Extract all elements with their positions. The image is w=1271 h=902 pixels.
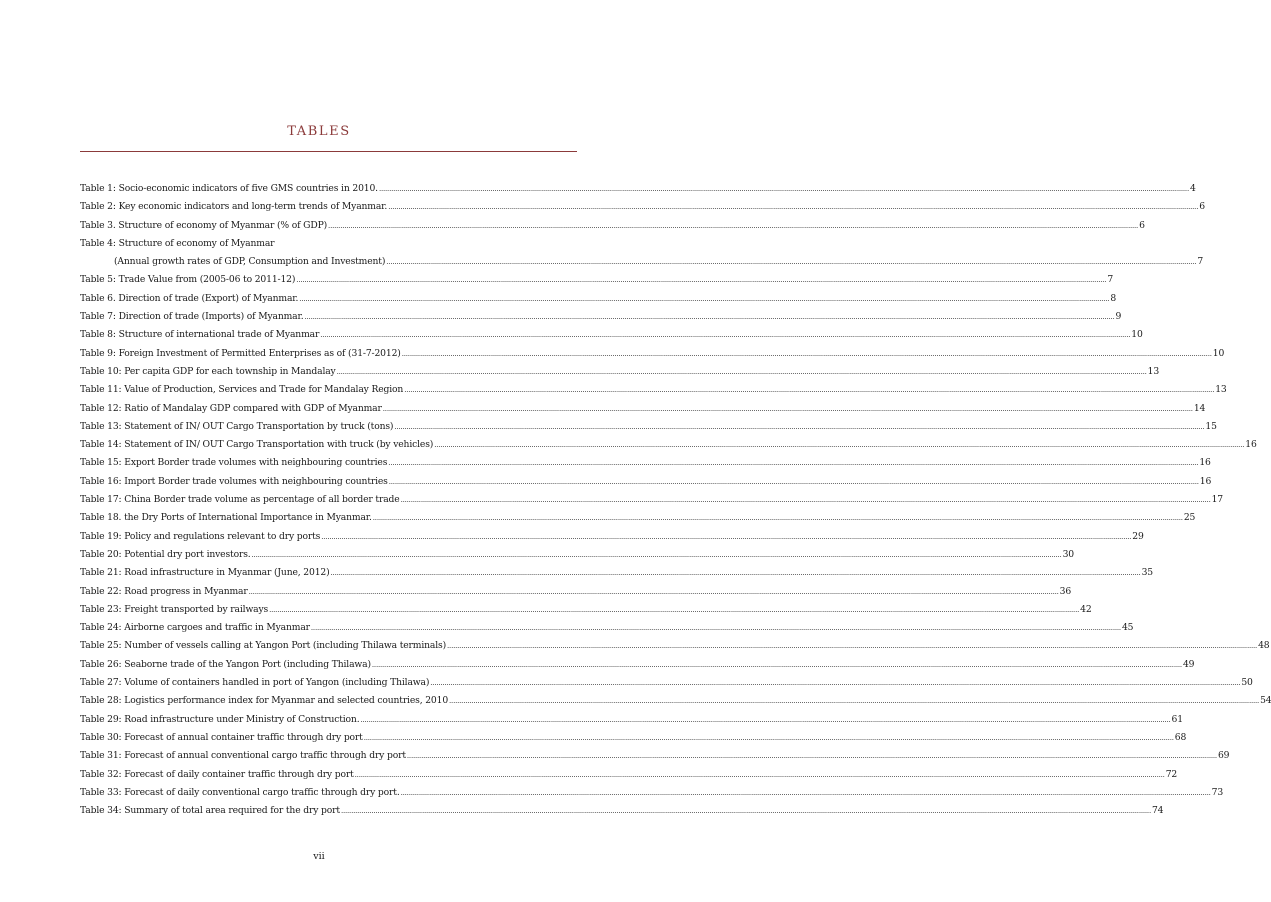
toc-entry-row[interactable] bbox=[80, 292, 1117, 311]
toc-entry-row[interactable] bbox=[80, 768, 1178, 787]
toc-entry-row[interactable] bbox=[80, 274, 1114, 292]
toc-entry-page: 61 bbox=[1171, 713, 1183, 725]
toc-entry-title: Table 28: Logistics performance index for Myanmar and selected countries, 2010 bbox=[80, 695, 449, 707]
toc-entry[interactable] bbox=[80, 512, 1196, 530]
toc-entry-row[interactable] bbox=[80, 256, 1204, 274]
dot-leader: ................................................................................................................................................................................................................................................................................................................................................................................................................ bbox=[400, 496, 1211, 505]
toc-entry-row[interactable] bbox=[80, 622, 1134, 640]
toc-entry-title: Table 34: Summary of total area required for the dry port bbox=[80, 805, 340, 817]
toc-entry[interactable] bbox=[80, 805, 1164, 823]
toc-entry-page: 6 bbox=[1199, 201, 1205, 213]
dot-leader: ................................................................................................................................................................................................................................................................................................................................................................................................................ bbox=[304, 313, 1115, 322]
toc-entry-title: Table 27: Volume of containers handled in port of Yangon (including Thilawa) bbox=[80, 677, 430, 689]
toc-entry-page: 14 bbox=[1193, 402, 1206, 414]
toc-entry-row[interactable] bbox=[80, 548, 1074, 567]
toc-entry-page: 16 bbox=[1199, 475, 1212, 487]
toc-entry-page: 48 bbox=[1258, 640, 1270, 652]
toc-entry-row[interactable] bbox=[80, 530, 1144, 549]
dot-leader: ................................................................................................................................................................................................................................................................................................................................................................................................................ bbox=[248, 587, 1059, 596]
toc-entry-page: 13 bbox=[1215, 384, 1227, 396]
toc-entry-row[interactable] bbox=[80, 512, 1196, 530]
toc-entry-page: 68 bbox=[1174, 731, 1187, 743]
toc-entry-row[interactable] bbox=[80, 695, 1271, 713]
toc-entry[interactable] bbox=[80, 365, 1160, 384]
dot-leader: ................................................................................................................................................................................................................................................................................................................................................................................................................ bbox=[296, 276, 1107, 285]
toc-entry-title: Table 21: Road infrastructure in Myanmar (June, 2012) bbox=[80, 567, 330, 579]
toc-entry-title: Table 24: Airborne cargoes and traffic in Myanmar bbox=[80, 622, 310, 634]
dot-leader: ................................................................................................................................................................................................................................................................................................................................................................................................................ bbox=[406, 752, 1217, 761]
toc-entry-row[interactable] bbox=[80, 585, 1072, 604]
toc-entry[interactable] bbox=[80, 329, 1143, 347]
toc-entry-row[interactable] bbox=[80, 567, 1153, 585]
toc-entry[interactable] bbox=[80, 347, 1225, 366]
toc-entry-title: Table 30: Forecast of annual container traffic through dry port bbox=[80, 731, 363, 743]
toc-entry-page: 6 bbox=[1139, 219, 1145, 231]
toc-entry[interactable] bbox=[80, 786, 1224, 805]
toc-entry-page: 29 bbox=[1132, 530, 1144, 542]
page-heading: TABLES bbox=[287, 124, 351, 139]
toc-entry[interactable] bbox=[80, 695, 1271, 713]
toc-entry[interactable] bbox=[80, 750, 1230, 768]
dot-leader: ................................................................................................................................................................................................................................................................................................................................................................................................................ bbox=[330, 569, 1141, 578]
toc-entry-title: Table 18. the Dry Ports of International Importance in Myanmar. bbox=[80, 512, 372, 524]
dot-leader: ................................................................................................................................................................................................................................................................................................................................................................................................................ bbox=[400, 788, 1211, 797]
toc-entry-row[interactable] bbox=[80, 658, 1195, 677]
toc-entry-title: Table 31: Forecast of annual conventional cargo traffic through dry port bbox=[80, 750, 406, 762]
toc-entry-title: Table 26: Seaborne trade of the Yangon Port (including Thilawa) bbox=[80, 658, 371, 670]
toc-entry-row[interactable] bbox=[80, 420, 1217, 439]
toc-entry-page: 15 bbox=[1205, 420, 1217, 432]
toc-entry-row[interactable] bbox=[80, 384, 1227, 402]
toc-entry-title: Table 2: Key economic indicators and long-term trends of Myanmar. bbox=[80, 201, 388, 213]
dot-leader: ................................................................................................................................................................................................................................................................................................................................................................................................................ bbox=[386, 258, 1197, 267]
toc-entry-page: 73 bbox=[1211, 786, 1224, 798]
dot-leader: ................................................................................................................................................................................................................................................................................................................................................................................................................ bbox=[449, 697, 1260, 706]
toc-entry-title: Table 20: Potential dry port investors. bbox=[80, 548, 251, 560]
dot-leader: ................................................................................................................................................................................................................................................................................................................................................................................................................ bbox=[328, 221, 1139, 230]
dot-leader: ................................................................................................................................................................................................................................................................................................................................................................................................................ bbox=[447, 642, 1258, 651]
dot-leader: ................................................................................................................................................................................................................................................................................................................................................................................................................ bbox=[401, 349, 1212, 358]
toc-entry-title: Table 14: Statement of IN/ OUT Cargo Transportation with truck (by vehicles) bbox=[80, 439, 434, 451]
toc-entry-title: Table 13: Statement of IN/ OUT Cargo Transportation by truck (tons) bbox=[80, 420, 394, 432]
toc-entry[interactable] bbox=[80, 530, 1144, 549]
toc-entry-page: 36 bbox=[1059, 585, 1072, 597]
toc-entry-row[interactable] bbox=[80, 219, 1145, 238]
toc-entry-row[interactable] bbox=[80, 183, 1196, 201]
toc-entry-title: Table 17: China Border trade volume as percentage of all border trade bbox=[80, 494, 400, 506]
toc-entry[interactable] bbox=[80, 292, 1117, 311]
dot-leader: ................................................................................................................................................................................................................................................................................................................................................................................................................ bbox=[382, 404, 1193, 413]
toc-entry-title: Table 3. Structure of economy of Myanmar (% of GDP) bbox=[80, 219, 328, 231]
toc-entry-row[interactable] bbox=[80, 475, 1212, 494]
dot-leader: ................................................................................................................................................................................................................................................................................................................................................................................................................ bbox=[354, 770, 1165, 779]
toc-entry-title: Table 25: Number of vessels calling at Yangon Port (including Thilawa terminals) bbox=[80, 640, 447, 652]
dot-leader: ................................................................................................................................................................................................................................................................................................................................................................................................................ bbox=[430, 679, 1241, 688]
dot-leader: ................................................................................................................................................................................................................................................................................................................................................................................................................ bbox=[434, 441, 1245, 450]
dot-leader: ................................................................................................................................................................................................................................................................................................................................................................................................................ bbox=[336, 367, 1147, 376]
dot-leader: ................................................................................................................................................................................................................................................................................................................................................................................................................ bbox=[394, 422, 1205, 431]
toc-entry-row[interactable] bbox=[80, 402, 1206, 421]
toc-entry[interactable] bbox=[80, 494, 1224, 512]
toc-entry[interactable] bbox=[80, 585, 1072, 604]
toc-entry[interactable] bbox=[80, 658, 1195, 677]
toc-entry[interactable] bbox=[80, 420, 1217, 439]
dot-leader: ................................................................................................................................................................................................................................................................................................................................................................................................................ bbox=[404, 386, 1215, 395]
toc-entry-page: 74 bbox=[1151, 805, 1164, 817]
toc-entry-page: 16 bbox=[1199, 457, 1211, 469]
toc-entry-row[interactable] bbox=[80, 603, 1092, 622]
toc-entry[interactable] bbox=[80, 603, 1092, 622]
toc-entry-page: 8 bbox=[1110, 292, 1117, 304]
toc-entry-row[interactable] bbox=[80, 805, 1164, 823]
toc-entry-title: Table 12: Ratio of Mandalay GDP compared with GDP of Myanmar bbox=[80, 402, 382, 414]
dot-leader: ................................................................................................................................................................................................................................................................................................................................................................................................................ bbox=[371, 660, 1182, 669]
dot-leader: ................................................................................................................................................................................................................................................................................................................................................................................................................ bbox=[251, 550, 1062, 559]
dot-leader: ................................................................................................................................................................................................................................................................................................................................................................................................................ bbox=[388, 203, 1199, 212]
toc-entry[interactable] bbox=[80, 237, 1204, 275]
toc-entry[interactable] bbox=[80, 457, 1211, 475]
toc-entry-title: Table 10: Per capita GDP for each township in Mandalay bbox=[80, 365, 336, 377]
toc-entry-page: 72 bbox=[1165, 768, 1178, 780]
toc-entry[interactable] bbox=[80, 622, 1134, 640]
dot-leader: ................................................................................................................................................................................................................................................................................................................................................................................................................ bbox=[372, 514, 1183, 523]
toc-entry-title: (Annual growth rates of GDP, Consumption and Investment) bbox=[114, 256, 386, 268]
dot-leader: ................................................................................................................................................................................................................................................................................................................................................................................................................ bbox=[321, 532, 1132, 541]
toc-entry-row[interactable] bbox=[80, 365, 1160, 384]
dot-leader: ................................................................................................................................................................................................................................................................................................................................................................................................................ bbox=[310, 624, 1121, 633]
toc-entry-page: 10 bbox=[1131, 329, 1143, 341]
toc-entry-page: 35 bbox=[1141, 567, 1153, 579]
toc-entry[interactable] bbox=[80, 201, 1205, 219]
toc-entry[interactable] bbox=[80, 384, 1227, 402]
toc-entry-title: Table 29: Road infrastructure under Ministry of Construction. bbox=[80, 713, 360, 725]
toc-entry-row[interactable] bbox=[80, 311, 1122, 329]
toc-entry-title: Table 23: Freight transported by railways bbox=[80, 603, 269, 615]
toc-entry-page: 42 bbox=[1080, 603, 1092, 615]
toc-entry-page: 30 bbox=[1062, 548, 1074, 560]
toc-entry-title: Table 11: Value of Production, Services and Trade for Mandalay Region bbox=[80, 384, 404, 396]
toc-entry-title: Table 4: Structure of economy of Myanmar bbox=[80, 237, 275, 249]
toc-entry[interactable] bbox=[80, 713, 1183, 732]
toc-entry-title: Table 16: Import Border trade volumes with neighbouring countries bbox=[80, 475, 388, 487]
toc-entry-row[interactable] bbox=[80, 640, 1270, 658]
toc-entry-page: 16 bbox=[1245, 439, 1257, 451]
toc-entry-title: Table 22: Road progress in Myanmar bbox=[80, 585, 248, 597]
toc-entry-row[interactable] bbox=[80, 731, 1187, 750]
toc-entry-page: 7 bbox=[1197, 256, 1204, 268]
toc-entry-title: Table 8: Structure of international trade of Myanmar bbox=[80, 329, 320, 341]
toc-entry-page: 17 bbox=[1211, 494, 1224, 506]
toc-entry-page: 4 bbox=[1189, 183, 1196, 194]
toc-entry-title: Table 9: Foreign Investment of Permitted Enterprises as of (31-7-2012) bbox=[80, 347, 401, 359]
table-of-tables bbox=[80, 183, 1271, 823]
toc-entry[interactable] bbox=[80, 475, 1212, 494]
toc-entry-row[interactable] bbox=[80, 786, 1224, 805]
dot-leader: ................................................................................................................................................................................................................................................................................................................................................................................................................ bbox=[388, 477, 1199, 486]
dot-leader: ................................................................................................................................................................................................................................................................................................................................................................................................................ bbox=[320, 331, 1131, 340]
toc-entry-title: Table 5: Trade Value from (2005-06 to 2011-12) bbox=[80, 274, 296, 286]
toc-entry[interactable] bbox=[80, 311, 1122, 329]
toc-entry-page: 13 bbox=[1147, 365, 1160, 377]
toc-entry-page: 45 bbox=[1121, 622, 1134, 634]
toc-entry-title: Table 1: Socio-economic indicators of five GMS countries in 2010. bbox=[80, 183, 378, 194]
toc-entry-page: 25 bbox=[1183, 512, 1196, 524]
toc-entry[interactable] bbox=[80, 768, 1178, 787]
toc-entry-title: Table 7: Direction of trade (Imports) of Myanmar. bbox=[80, 311, 304, 323]
toc-entry-row[interactable] bbox=[80, 713, 1183, 732]
toc-entry[interactable] bbox=[80, 183, 1196, 201]
toc-entry[interactable] bbox=[80, 677, 1253, 695]
page-number: vii bbox=[313, 851, 325, 862]
toc-entry-page: 9 bbox=[1115, 311, 1122, 323]
toc-entry[interactable] bbox=[80, 402, 1206, 421]
toc-entry-page: 50 bbox=[1241, 677, 1253, 689]
toc-entry-title: Table 33: Forecast of daily conventional cargo traffic through dry port. bbox=[80, 786, 400, 798]
toc-entry-page: 49 bbox=[1182, 658, 1195, 670]
toc-entry[interactable] bbox=[80, 640, 1270, 658]
dot-leader: ................................................................................................................................................................................................................................................................................................................................................................................................................ bbox=[269, 605, 1080, 614]
toc-entry[interactable] bbox=[80, 219, 1145, 238]
dot-leader: ................................................................................................................................................................................................................................................................................................................................................................................................................ bbox=[360, 715, 1171, 724]
toc-entry[interactable] bbox=[80, 567, 1153, 585]
toc-entry-title: Table 6. Direction of trade (Export) of Myanmar. bbox=[80, 292, 299, 304]
toc-entry[interactable] bbox=[80, 731, 1187, 750]
toc-entry-row[interactable] bbox=[80, 439, 1257, 457]
dot-leader: ................................................................................................................................................................................................................................................................................................................................................................................................................ bbox=[378, 185, 1189, 193]
toc-entry-page: 10 bbox=[1212, 347, 1225, 359]
toc-entry-page: 69 bbox=[1217, 750, 1230, 762]
heading-rule bbox=[80, 151, 577, 152]
toc-entry[interactable] bbox=[80, 439, 1257, 457]
toc-entry-row[interactable] bbox=[80, 677, 1253, 695]
toc-entry-title: Table 19: Policy and regulations relevant to dry ports bbox=[80, 530, 321, 542]
toc-entry-title: Table 15: Export Border trade volumes with neighbouring countries bbox=[80, 457, 388, 469]
toc-entry[interactable] bbox=[80, 548, 1074, 567]
toc-entry-row[interactable] bbox=[80, 329, 1143, 347]
dot-leader: ................................................................................................................................................................................................................................................................................................................................................................................................................ bbox=[388, 459, 1199, 468]
toc-entry-row[interactable] bbox=[80, 494, 1224, 512]
dot-leader: ................................................................................................................................................................................................................................................................................................................................................................................................................ bbox=[299, 294, 1110, 303]
toc-entry-row[interactable] bbox=[80, 457, 1211, 475]
toc-entry-row[interactable] bbox=[80, 347, 1225, 366]
toc-entry-page: 54 bbox=[1260, 695, 1271, 707]
toc-entry[interactable] bbox=[80, 274, 1114, 292]
toc-entry-row[interactable] bbox=[80, 750, 1230, 768]
dot-leader: ................................................................................................................................................................................................................................................................................................................................................................................................................ bbox=[340, 807, 1151, 816]
dot-leader: ................................................................................................................................................................................................................................................................................................................................................................................................................ bbox=[363, 733, 1174, 742]
toc-entry-row[interactable] bbox=[80, 201, 1205, 219]
toc-entry-page: 7 bbox=[1107, 274, 1114, 286]
toc-entry-title: Table 32: Forecast of daily container traffic through dry port bbox=[80, 768, 354, 780]
